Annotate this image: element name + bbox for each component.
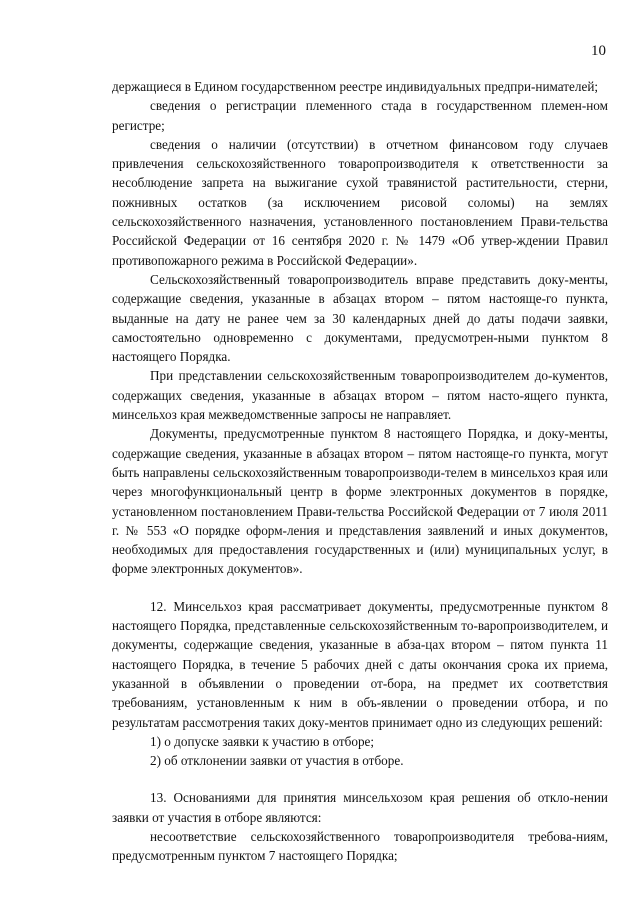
paragraph-electronic-submission: Документы, предусмотренные пунктом 8 настоящего Порядка, и доку-менты, содержащие сведения, указанные в абзацах втором – пятом настояще-го пункта, могут быть направлены сельскохозяйственным товаропроизводи-телем в минсельхоз края или через многофункциональный центр в форме электронных документов в порядке, установленном постановлением Прави-тельства Российской Федерации от 7 июля 2011 г. № 553 «О порядке оформ-ления и представления заявлений и иных документов, необходимых для предоставления государственных и (или) муниципальных услуг, в форме электронных документов». bbox=[112, 426, 608, 577]
page-number: 10 bbox=[591, 43, 606, 59]
section-13: 13. Основаниями для принятия минсельхозом края решения об откло-нении заявки от участия в отборе являются: bbox=[112, 790, 608, 825]
paragraph-breeding-herd: сведения о регистрации племенного стада в государственном племен-ном регистре; bbox=[112, 98, 608, 133]
paragraph-continuation: держащиеся в Едином государственном реестре индивидуальных предпри-нимателей; bbox=[112, 79, 599, 94]
decision-option-1: 1) о допуске заявки к участию в отборе; bbox=[150, 733, 375, 749]
paragraph-fire-ban: сведения о наличии (отсутствии) в отчетном финансовом году случаев привлечения сельскохозяйственного товаропроизводителя к ответственности за несоблюдение запрета на выжигание сухой травянистой растительности, стерни, пожнивных остатков (за исключением рисовой соломы) на землях сельскохозяйственного назначения, установленного постановлением Прави-тельства Российской Федерации от 16 сентября 2020 г. № 1479 «Об утвер-ждении Правил противопожарного режима в Российской Федерации». bbox=[112, 136, 608, 268]
section-12: 12. Минсельхоз края рассматривает документы, предусмотренные пунктом 8 настоящего Порядка, представленные сельскохозяйственным то-варопроизводителем, и документы, содержащие сведения, указанные в абза-цах втором – пятом пункта 11 настоящего Порядка, в течение 5 рабочих дней с даты окончания срока их приема, указанной в объявлении о проведении от-бора, на предмет их соответствия требованиям, установленным к ним в объ-явлении о проведении отбора, и по результатам рассмотрения таких доку-ментов принимает одно из следующих решений: bbox=[112, 598, 608, 730]
rejection-ground-1: несоответствие сельскохозяйственного товаропроизводителя требова-ниям, предусмотренным пунктом 7 настоящего Порядка; bbox=[112, 828, 608, 864]
paragraph-producer-right: Сельскохозяйственный товаропроизводитель вправе представить доку-менты, содержащие сведения, указанные в абзацах втором – пятом настояще-го пункта, выданные на дату не ранее чем за 30 календарных дней до даты подачи заявки, самостоятельно одновременно с документами, предусмотрен-ными пунктом 8 настоящего Порядка. bbox=[112, 271, 608, 365]
document-body bbox=[112, 77, 608, 866]
decision-option-2: 2) об отклонении заявки от участия в отборе. bbox=[150, 753, 404, 769]
paragraph-no-requests: При представлении сельскохозяйственным товаропроизводителем до-кументов, содержащих сведения, указанные в абзацах втором – пятом насто-ящего пункта, минсельхоз края межведомственные запросы не направляет. bbox=[112, 368, 608, 423]
